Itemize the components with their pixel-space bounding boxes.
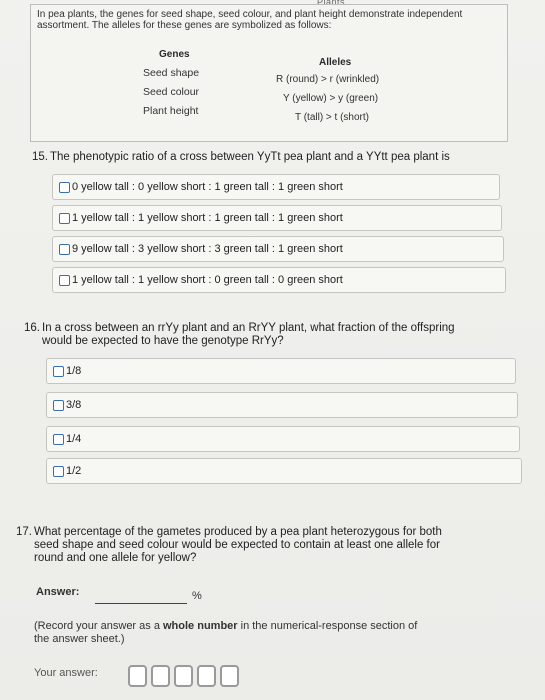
gene-seed-shape: Seed shape	[143, 67, 200, 79]
question-text-line3: round and one allele for yellow?	[34, 552, 197, 564]
gene-seed-colour: Seed colour	[143, 86, 200, 98]
option-label: 1 yellow tall : 1 yellow short : 0 green tall : 0 green short	[72, 274, 343, 286]
q16-option-4[interactable]	[46, 458, 522, 484]
question-17	[16, 526, 442, 565]
checkbox[interactable]	[53, 400, 64, 411]
checkbox[interactable]	[53, 366, 64, 377]
answer-digit-box-5[interactable]	[220, 665, 239, 687]
answer-digit-box-1[interactable]	[128, 665, 147, 687]
option-label: 1/8	[66, 365, 82, 377]
q15-option-1[interactable]	[52, 174, 500, 200]
checkbox[interactable]	[59, 244, 70, 255]
checkbox[interactable]	[53, 434, 64, 445]
answer-digit-box-3[interactable]	[174, 665, 193, 687]
q15-option-4[interactable]	[52, 267, 506, 293]
answer-blank-line	[95, 603, 187, 604]
record-text-bold: whole number	[163, 620, 238, 632]
question-text-line1: In a cross between an rrYy plant and an RrYY plant, what fraction of the offspring	[42, 322, 455, 334]
allele-info-box	[30, 4, 508, 142]
question-text-line1: What percentage of the gametes produced by a pea plant heterozygous for both	[34, 526, 442, 538]
q15-option-3[interactable]	[52, 236, 504, 262]
record-text-line2: the answer sheet.)	[34, 633, 125, 645]
record-text-post: in the numerical-response section of	[237, 620, 418, 632]
record-text-pre: (Record your answer as a	[34, 620, 163, 632]
intro-text: In pea plants, the genes for seed shape, seed colour, and plant height demonstrate independent assortment. The alleles for these genes are symbolized as follows:	[37, 9, 463, 31]
question-16	[24, 322, 455, 348]
question-number: 16.	[24, 322, 40, 334]
option-label: 0 yellow tall : 0 yellow short : 1 green tall : 1 green short	[72, 181, 343, 193]
checkbox[interactable]	[59, 213, 70, 224]
answer-digit-box-2[interactable]	[151, 665, 170, 687]
checkbox[interactable]	[53, 466, 64, 477]
q16-option-1[interactable]	[46, 358, 516, 384]
allele-seed-shape: R (round) > r (wrinkled)	[276, 74, 380, 85]
q15-option-2[interactable]	[52, 205, 502, 231]
answer-digit-box-4[interactable]	[197, 665, 216, 687]
question-number: 17.	[16, 526, 32, 538]
gene-plant-height: Plant height	[143, 105, 199, 117]
question-text: The phenotypic ratio of a cross between YyTt pea plant and a YYtt pea plant is	[50, 151, 450, 163]
percent-unit: %	[192, 590, 202, 602]
allele-seed-colour: Y (yellow) > y (green)	[283, 93, 379, 104]
option-label: 1/4	[66, 433, 82, 445]
genes-header: Genes	[159, 49, 190, 60]
question-text-line2: seed shape and seed colour would be expected to contain at least one allele for	[34, 539, 440, 551]
option-label: 1/2	[66, 465, 82, 477]
question-text-line2: would be expected to have the genotype RrYy?	[42, 335, 284, 347]
checkbox[interactable]	[59, 182, 70, 193]
alleles-header: Alleles	[319, 57, 352, 68]
record-instruction	[34, 620, 417, 646]
question-15	[32, 151, 450, 164]
q16-option-2[interactable]	[46, 392, 518, 418]
q16-option-3[interactable]	[46, 426, 520, 452]
option-label: 1 yellow tall : 1 yellow short : 1 green tall : 1 green short	[72, 212, 343, 224]
answer-label: Answer:	[36, 586, 80, 598]
checkbox[interactable]	[59, 275, 70, 286]
option-label: 3/8	[66, 399, 82, 411]
allele-plant-height: T (tall) > t (short)	[295, 112, 369, 123]
your-answer-label: Your answer:	[34, 667, 98, 679]
question-number: 15.	[32, 151, 48, 163]
option-label: 9 yellow tall : 3 yellow short : 3 green tall : 1 green short	[72, 243, 343, 255]
